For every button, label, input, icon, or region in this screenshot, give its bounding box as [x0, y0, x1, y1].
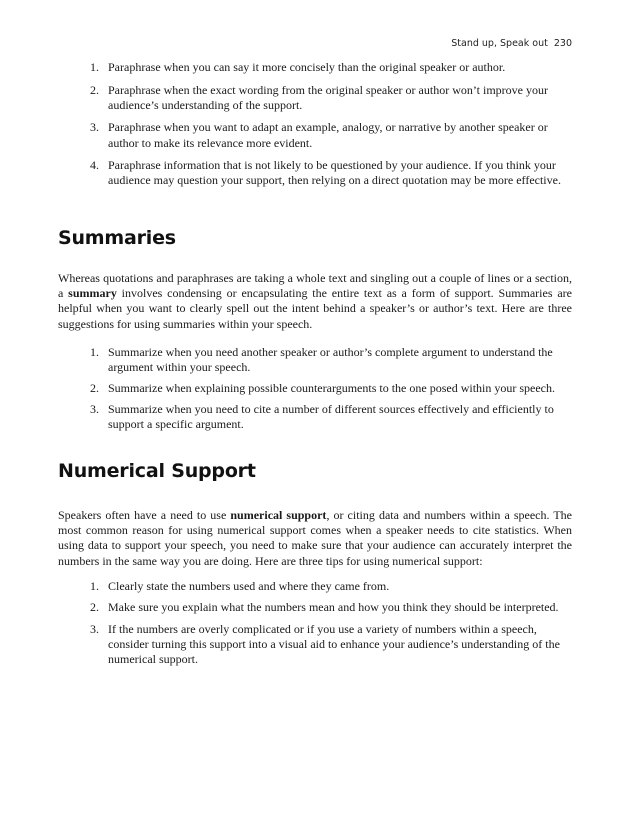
summaries-list [0, 345, 630, 438]
section-heading-numerical-support: Numerical Support [58, 460, 256, 482]
list-item-text: Paraphrase when you want to adapt an example, analogy, or narrative by another speaker or author to make its relevance more evident. [108, 120, 548, 150]
list-item [0, 600, 630, 615]
list-item-text: Summarize when you need to cite a number of different sources effectively and efficiently to support a specific argument. [108, 402, 554, 432]
running-title: Stand up, Speak out [451, 38, 548, 49]
list-item-number: 2. [90, 600, 99, 615]
list-item-text: Summarize when you need another speaker or author’s complete argument to understand the argument within your speech. [108, 345, 553, 375]
list-item-text: Summarize when explaining possible counterarguments to the one posed within your speech. [108, 381, 556, 396]
numerical-support-paragraph [58, 508, 572, 569]
list-item-number: 1. [90, 579, 99, 593]
paraphrase-list [0, 60, 630, 196]
list-item-number: 1. [90, 345, 99, 359]
list-item [0, 83, 630, 113]
list-item-text: Paraphrase when you can say it more concisely than the original speaker or author. [108, 60, 506, 74]
list-item-number: 4. [90, 158, 99, 173]
numerical-support-list [0, 579, 630, 674]
list-item [0, 120, 630, 150]
paragraph-text: , or citing data and numbers within a speech. The most common reason for using numerical support comes when a speaker needs to cite statistics. When using data to support your speech, you need to make sure that your audience can accurately interpret the numbers in the same way you are doing. Here are three tips for using numerical support: [58, 508, 573, 568]
list-item-number: 2. [90, 82, 99, 97]
list-item-text: Paraphrase information that is not likely to be questioned by your audience. If you think your audience may question your support, then relying on a direct quotation may be more effective. [108, 158, 561, 188]
paragraph-text: Whereas quotations and paraphrases are taking a whole text and singling out a couple of lines or a section, a [58, 271, 572, 301]
list-item-text: Clearly state the numbers used and where they came from. [108, 579, 390, 593]
list-item-number: 3. [90, 120, 99, 135]
list-item-number: 3. [90, 402, 99, 417]
list-item [0, 345, 630, 375]
paragraph-text: Speakers often have a need to use [58, 508, 231, 522]
list-item-number: 1. [90, 60, 99, 74]
list-item [0, 622, 630, 668]
page-number: 230 [553, 38, 572, 49]
list-item-number: 2. [90, 381, 99, 396]
list-item-text: Paraphrase when the exact wording from the original speaker or author won’t improve your audience’s understanding of the support. [108, 82, 548, 112]
paragraph-text: involves condensing or encapsulating the entire text as a form of support. Summaries are helpful when you want to clearly spell out the intent behind a speaker’s or author’s text. Here are three suggestions for using summaries within your speech. [58, 286, 572, 331]
running-header [451, 38, 572, 49]
list-item [0, 158, 630, 188]
list-item [0, 60, 630, 75]
list-item-text: Make sure you explain what the numbers mean and how you think they should be interpreted. [108, 600, 559, 615]
list-item-number: 3. [90, 621, 99, 636]
list-item [0, 381, 630, 396]
summaries-paragraph [58, 271, 572, 332]
list-item-text: If the numbers are overly complicated or if you use a variety of numbers within a speech, consider turning this support into a visual aid to enhance your audience’s understanding of the numerical support. [108, 621, 560, 667]
section-heading-summaries: Summaries [58, 227, 176, 249]
key-term: summary [68, 286, 117, 301]
list-item [0, 579, 630, 594]
list-item [0, 402, 630, 432]
key-term: numerical support [230, 508, 327, 522]
